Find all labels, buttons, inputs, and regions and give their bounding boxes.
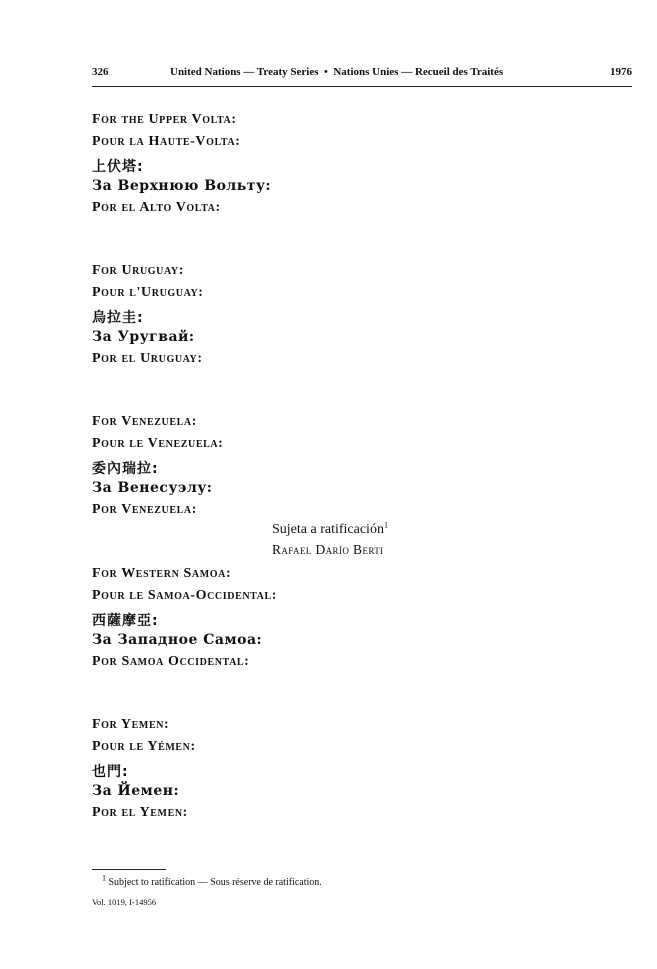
- section-upper-volta-ru: За Верхнюю Вольту:: [92, 178, 272, 194]
- section-yemen-zh: 也門:: [92, 764, 129, 780]
- signatory-name: Rafael Darío Berti: [272, 542, 384, 557]
- footnote-rule: [92, 869, 166, 870]
- section-western-samoa-zh: 西薩摩亞:: [92, 613, 159, 629]
- section-venezuela-fr: Pour le Venezuela:: [92, 436, 224, 451]
- section-western-samoa-ru: За Западное Самоа:: [92, 632, 263, 648]
- section-upper-volta-fr: Pour la Haute-Volta:: [92, 134, 241, 149]
- section-yemen-ru: За Йемен:: [92, 783, 180, 799]
- section-venezuela-ru: За Венесуэлу:: [92, 480, 213, 496]
- section-upper-volta-zh: 上伏塔:: [92, 159, 144, 175]
- section-yemen-es: Por el Yemen:: [92, 805, 188, 820]
- volume-reference: Vol. 1019, I-14956: [92, 897, 157, 907]
- section-uruguay-fr: Pour l'Uruguay:: [92, 285, 204, 300]
- footnote-marker: 1: [383, 520, 388, 530]
- signature-note-text: Sujeta a ratificación: [272, 522, 384, 537]
- section-yemen-en: For Yemen:: [92, 717, 170, 732]
- section-uruguay-zh: 烏拉圭:: [92, 310, 144, 326]
- section-western-samoa-fr: Pour le Samoa-Occidental:: [92, 588, 278, 603]
- section-uruguay-es: Por el Uruguay:: [92, 351, 203, 366]
- footnote-number: 1: [102, 873, 106, 883]
- section-venezuela-es: Por Venezuela:: [92, 502, 197, 517]
- section-yemen-fr: Pour le Yémen:: [92, 739, 196, 754]
- section-upper-volta-es: Por el Alto Volta:: [92, 200, 221, 215]
- page-number: 326: [92, 66, 109, 78]
- signature-note: [272, 522, 388, 538]
- section-uruguay-ru: За Уругвай:: [92, 329, 195, 345]
- running-header: [92, 66, 632, 84]
- footnote-text: Subject to ratification — Sous réserve de ratification.: [108, 877, 322, 888]
- section-upper-volta-en: For the Upper Volta:: [92, 112, 237, 127]
- section-uruguay-en: For Uruguay:: [92, 263, 184, 278]
- footnote: [102, 873, 322, 888]
- running-title: United Nations — Treaty Series • Nations Unies — Recueil des Traités: [170, 66, 504, 78]
- section-western-samoa-es: Por Samoa Occidental:: [92, 654, 250, 669]
- section-venezuela-zh: 委內瑞拉:: [92, 461, 159, 477]
- header-rule: [92, 86, 632, 87]
- section-western-samoa-en: For Western Samoa:: [92, 566, 232, 581]
- header-year: 1976: [610, 66, 632, 78]
- section-venezuela-en: For Venezuela:: [92, 414, 197, 429]
